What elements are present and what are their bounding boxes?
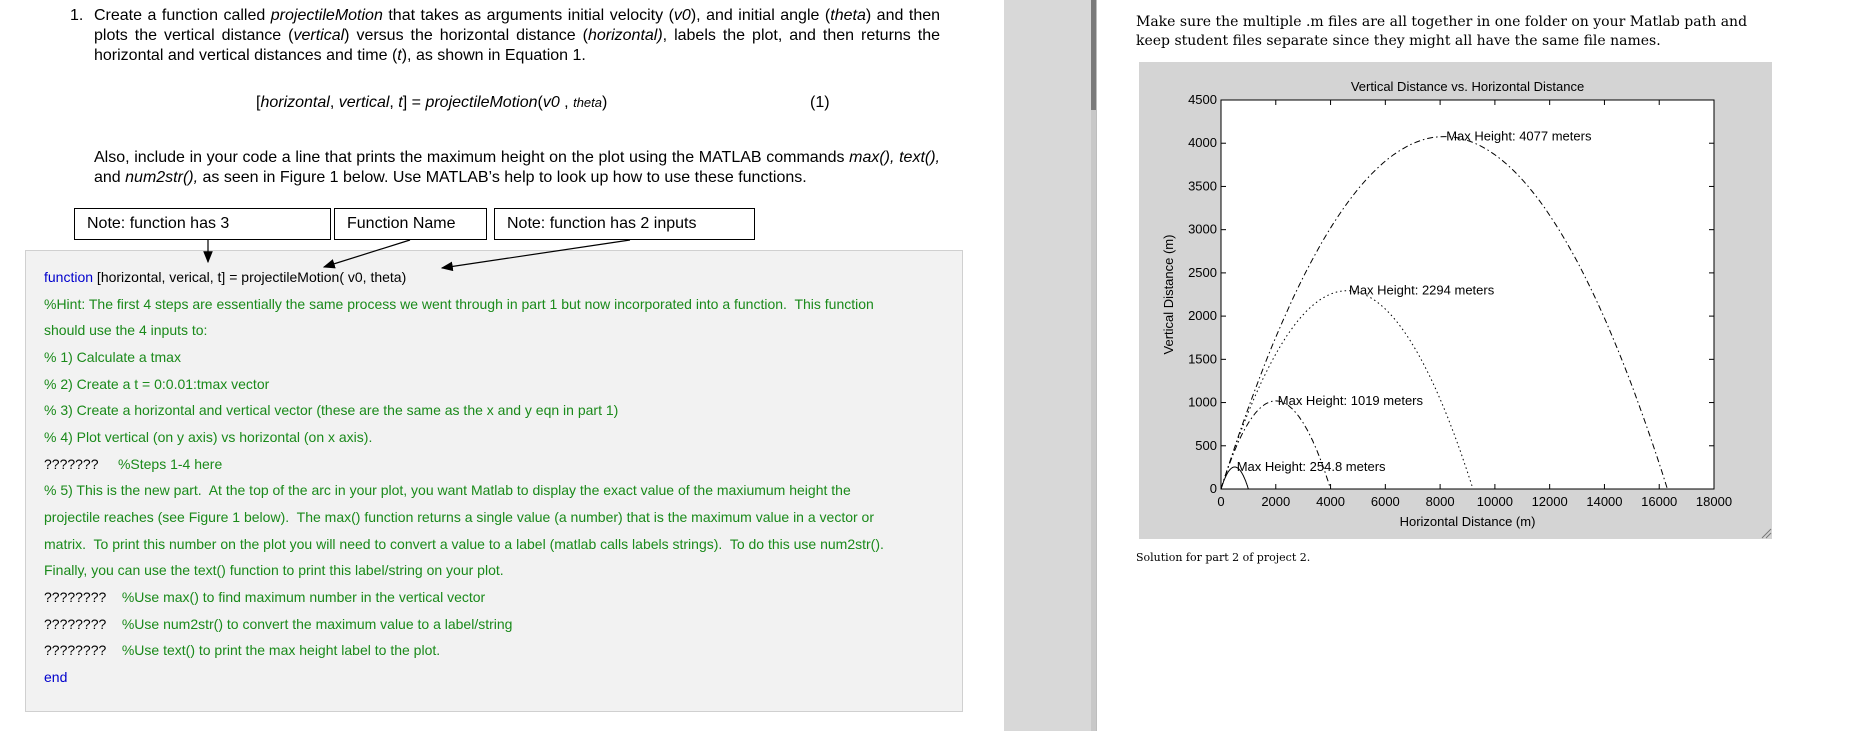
text-run: as seen in Figure 1 below. Use MATLAB’s help to look up how to use these functions. [198,169,807,186]
note-box-outputs: Note: function has 3 [74,208,331,240]
text-run: Create a function called [94,7,271,24]
y-tick-label: 2000 [1188,308,1217,324]
y-tick-label: 1500 [1188,351,1217,367]
code-placeholder-line [44,615,512,633]
code-comment: %Use text() to print the max height label to the plot. [106,642,441,658]
text-run: ) and then plots the vertical distance ( [94,7,941,44]
eq-part: , [329,94,339,111]
y-tick-label: 4500 [1188,92,1217,107]
keyword-function: function [44,269,94,285]
code-placeholder-line [44,455,222,473]
eq-part: horizontal [260,94,330,111]
keyword-end: end [44,669,68,685]
eq-part: ] = [402,94,426,111]
text-run-italic: projectileMotion [270,7,383,24]
max-height-annotation: Max Height: 4077 meters [1446,128,1592,144]
text-run: ), as shown in Equation 1. [401,47,586,64]
x-tick-label: 18000 [1695,494,1733,509]
arrow-to-function-name [324,240,410,267]
eq-part: v0 [542,94,560,111]
x-tick-label: 2000 [1261,494,1291,509]
y-tick-label: 2500 [1188,264,1217,280]
text-run-italic: text(), [899,149,940,166]
instructions-note: Make sure the multiple .m files are all together in one folder on your Matlab path and keep student files separate since they might all have the same file names. [1136,14,1748,49]
eq-part: [ [256,94,261,111]
code-comment: %Use max() to find maximum number in the vertical vector [106,589,486,605]
code-comment-line: %Hint: The first 4 steps are essentially the same process we went through in part 1 but now incorporated into a function. This function [44,296,874,312]
code-comment-line: % 1) Calculate a tmax [44,349,181,365]
eq-part: , [389,94,399,111]
chart-title: Vertical Distance vs. Horizontal Distance [1350,79,1585,94]
placeholder-marks: ???????? [44,642,107,658]
eq-part: projectileMotion [425,94,538,111]
code-comment-line: should use the 4 inputs to: [44,322,208,338]
max-height-annotation: Max Height: 1019 meters [1277,392,1424,408]
equation-number: (1) [810,94,830,111]
max-height-annotation: Max Height: 2294 meters [1348,282,1495,298]
text-run-italic: t [397,47,402,64]
text-run: Also, include in your code a line that prints the maximum height on the plot using the MATLAB commands [94,149,850,166]
code-comment: %Steps 1-4 here [98,456,223,472]
y-tick-label: 1000 [1188,394,1217,410]
text-run: and [94,169,126,186]
note-box-inputs: Note: function has 2 inputs [494,208,755,240]
text-run-italic: num2str(), [125,169,199,186]
max-height-annotation: Max Height: 254.8 meters [1236,458,1386,474]
eq-part: t [398,94,403,111]
text-run-italic: v0 [673,7,691,24]
text-run-italic: max(), [849,149,895,166]
placeholder-marks: ???????? [44,616,107,632]
eq-part: ( [537,94,543,111]
code-comment: %Use num2str() to convert the maximum value to a label/string [106,616,513,632]
code-placeholder-line [44,588,485,606]
code-comment-line: projectile reaches (see Figure 1 below). The max() function returns a single value (a number) that is the maximum value in a vector or [44,509,874,525]
eq-part: theta [573,95,602,110]
y-tick-label: 500 [1195,437,1217,453]
y-tick-label: 4000 [1188,135,1217,151]
text-run: ) versus the horizontal distance ( [344,27,588,44]
x-tick-label: 14000 [1586,494,1623,509]
text-run-italic: vertical [293,27,345,44]
x-tick-label: 8000 [1425,494,1455,509]
x-axis-label: Horizontal Distance (m) [1399,514,1536,529]
page-gap [1004,0,1096,731]
y-tick-label: 3000 [1188,221,1217,237]
y-axis-label: Vertical Distance (m) [1161,234,1176,355]
callout-arrows [0,0,1004,300]
text-run: ), and initial angle ( [690,7,831,24]
code-comment-line: % 2) Create a t = 0:0.01:tmax vector [44,376,270,392]
function-signature: [horizontal, verical, t] = projectileMotion( v0, theta) [93,269,407,285]
y-tick-label: 3500 [1188,178,1217,194]
code-comment-line: % 5) This is the new part. At the top of the arc in your plot, you want Matlab to display the exact value of the maxiumum height the [44,482,851,498]
y-tick-label: 0 [1209,481,1217,496]
code-function-line [44,268,406,286]
code-comment-line: % 3) Create a horizontal and vertical vector (these are the same as the x and y eqn in part 1) [44,402,619,418]
text-run-italic: theta [830,7,866,24]
text-run: , labels the plot, and then returns the horizontal and vertical distances and time ( [94,27,941,64]
figure-caption: Solution for part 2 of project 2. [1136,551,1311,564]
code-comment-line: matrix. To print this number on the plot you will need to convert a value to a label (matlab calls labels strings). To do this use num2str(). [44,536,884,552]
matlab-figure [1139,62,1772,539]
code-comment-line: Finally, you can use the text() function to print this label/string on your plot. [44,562,504,578]
note-box-function-name: Function Name [334,208,487,240]
trajectory-chart [1139,62,1772,539]
text-run-italic: horizontal) [587,27,663,44]
placeholder-marks: ??????? [44,456,99,472]
arrow-to-inputs [442,240,630,268]
x-tick-label: 4000 [1316,494,1346,509]
x-tick-label: 0 [1217,494,1225,509]
code-comment-line: % 4) Plot vertical (on y axis) vs horizontal (on x axis). [44,429,373,445]
eq-part: vertical [338,94,390,111]
x-tick-label: 10000 [1476,494,1513,509]
eq-part: , [559,94,574,111]
x-tick-label: 6000 [1370,494,1400,509]
x-tick-label: 12000 [1531,494,1568,509]
resize-grip-icon[interactable] [1760,527,1772,539]
x-tick-label: 16000 [1641,494,1678,509]
list-number: 1. [70,7,84,24]
placeholder-marks: ???????? [44,589,107,605]
eq-part: ) [602,94,608,111]
code-placeholder-line [44,641,440,659]
text-run: that takes as arguments initial velocity ( [382,7,674,24]
